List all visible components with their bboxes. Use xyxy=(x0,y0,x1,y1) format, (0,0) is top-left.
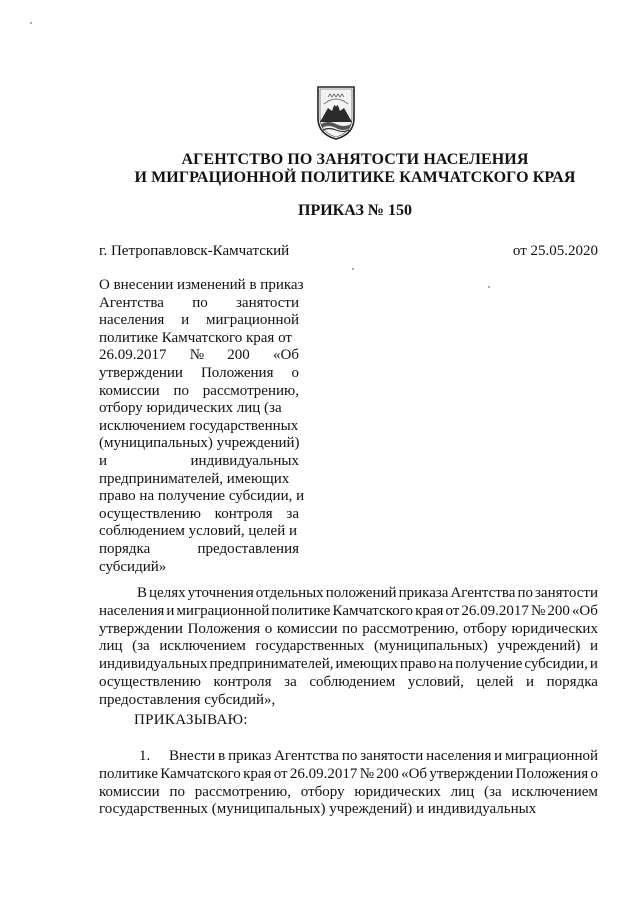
line-text xyxy=(99,656,598,674)
word: порядка xyxy=(546,673,598,690)
order-subject-block xyxy=(99,277,305,576)
word: В xyxy=(137,585,148,601)
word: (за xyxy=(132,638,150,655)
subject-line xyxy=(99,383,299,401)
word: и xyxy=(166,602,175,619)
word: имеющих xyxy=(335,656,398,673)
word: о xyxy=(264,620,273,637)
word: целях xyxy=(149,585,186,601)
word: политике xyxy=(271,602,331,619)
word: положений xyxy=(325,585,397,601)
word: № xyxy=(359,765,374,782)
subject-word: комиссии xyxy=(99,382,160,399)
word: приказа xyxy=(398,585,449,601)
subject-word: о xyxy=(291,364,299,381)
subject-word: право на получение субсидии, и xyxy=(99,488,305,505)
word: миграционной xyxy=(505,748,598,764)
subject-word: и xyxy=(181,312,190,329)
word: отбору xyxy=(463,620,507,637)
paragraph-line xyxy=(99,585,598,603)
subject-word: индивидуальных xyxy=(190,452,299,469)
word: отдельных xyxy=(255,585,324,601)
subject-word: субсидий» xyxy=(99,558,167,575)
subject-line xyxy=(99,365,299,383)
word: право xyxy=(399,656,437,673)
subject-line xyxy=(99,453,299,471)
word: по xyxy=(517,585,533,601)
word: исключением xyxy=(159,638,246,655)
line-text xyxy=(99,766,598,784)
line-text: государственных (муниципальных) учреждений) и индивидуальных xyxy=(99,801,537,818)
subject-word: 26.09.2017 xyxy=(99,347,167,364)
agency-name-line-2: И МИГРАЦИОННОЙ ПОЛИТИКЕ КАМЧАТСКОГО КРАЯ xyxy=(134,169,576,186)
word: рассмотрению, xyxy=(194,783,291,800)
subject-word: занятости xyxy=(236,294,299,311)
subject-line xyxy=(99,400,299,418)
word: комиссии xyxy=(276,620,338,637)
word: на xyxy=(438,656,454,673)
word: политике xyxy=(99,765,158,782)
word: 200 xyxy=(376,765,399,782)
word: «Об xyxy=(571,602,598,619)
word: Внести xyxy=(169,748,216,764)
subject-line xyxy=(99,347,299,365)
subject-word: миграционной xyxy=(206,312,299,329)
line-text xyxy=(99,784,598,802)
word: населения xyxy=(426,748,492,764)
subject-line xyxy=(99,295,299,313)
word: Камчатского xyxy=(160,765,241,782)
decree-word: ПРИКАЗЫВАЮ: xyxy=(134,712,248,728)
subject-word: рассмотрению, xyxy=(202,382,299,399)
word: за xyxy=(284,673,297,690)
subject-word: и xyxy=(99,452,108,469)
word: государственных xyxy=(255,638,365,655)
preamble-paragraph xyxy=(99,585,598,710)
paragraph-line xyxy=(99,784,598,802)
paragraph-line xyxy=(99,748,598,766)
order-title: ПРИКАЗ № 150 xyxy=(298,202,412,219)
word: и xyxy=(589,638,598,655)
word: по xyxy=(342,620,358,637)
word: занятости xyxy=(534,585,598,601)
subject-word: № xyxy=(189,347,205,364)
subject-line xyxy=(99,435,299,453)
subject-line xyxy=(99,471,299,489)
word: уточнения xyxy=(187,585,254,601)
word: и xyxy=(494,748,503,764)
word: лиц xyxy=(99,638,123,655)
word: и xyxy=(525,673,535,690)
line-text xyxy=(137,585,598,603)
word: миграционной xyxy=(176,602,270,619)
subject-line xyxy=(99,418,299,436)
subject-word: предпринимателей, имеющих xyxy=(99,470,290,487)
paragraph-line xyxy=(99,692,598,710)
word: контроля xyxy=(213,673,272,690)
subject-word: политике Камчатского края от xyxy=(99,329,292,346)
subject-word: О внесении изменений в приказ xyxy=(99,277,304,293)
item-1-paragraph xyxy=(99,748,598,819)
line-text xyxy=(99,621,598,639)
line-text xyxy=(99,603,598,621)
word: населения xyxy=(99,602,165,619)
subject-line xyxy=(99,312,299,330)
subject-word: соблюдением условий, целей и xyxy=(99,523,298,540)
word: Агентства xyxy=(274,748,340,764)
order-city: г. Петропавловск-Камчатский xyxy=(99,243,290,259)
word: 26.09.2017 xyxy=(461,602,529,619)
subject-word: за xyxy=(286,505,299,522)
word: в xyxy=(218,748,226,764)
subject-word: контроля xyxy=(214,505,273,522)
word: условий, xyxy=(407,673,464,690)
subject-word: по xyxy=(192,294,208,311)
subject-word: Положения xyxy=(200,364,274,381)
paragraph-line xyxy=(99,656,598,674)
paragraph-line xyxy=(99,603,598,621)
subject-word: исключением государственных xyxy=(99,417,299,434)
word: занятости xyxy=(360,748,424,764)
paragraph-line xyxy=(99,801,598,819)
word: юридических xyxy=(354,783,441,800)
paragraph-line xyxy=(99,638,598,656)
word: Положения xyxy=(187,620,261,637)
subject-line xyxy=(99,488,305,506)
line-text xyxy=(99,638,598,656)
word: Агентства xyxy=(450,585,516,601)
word: приказ xyxy=(228,748,272,764)
word: целей xyxy=(476,673,514,690)
word: края xyxy=(415,602,444,619)
subject-word: населения xyxy=(99,312,165,329)
word: осуществлению xyxy=(99,673,201,690)
word: исключением xyxy=(511,783,598,800)
kamchatka-coat-of-arms-icon xyxy=(314,84,358,140)
word: юридических xyxy=(511,620,598,637)
word: 200 xyxy=(547,602,570,619)
word: лиц xyxy=(450,783,475,800)
word: Положения xyxy=(515,765,589,782)
word: учреждений) xyxy=(497,638,581,655)
word: комиссии xyxy=(99,783,160,800)
subject-line xyxy=(99,523,299,541)
line-text xyxy=(169,748,598,766)
word: субсидии, xyxy=(524,656,588,673)
word: о xyxy=(590,765,598,782)
paragraph-line xyxy=(99,766,598,784)
paragraph-line xyxy=(99,621,598,639)
subject-line xyxy=(99,541,299,559)
word: индивидуальных xyxy=(99,656,208,673)
word: от xyxy=(445,602,460,619)
word: от xyxy=(273,765,288,782)
word: Камчатского xyxy=(332,602,414,619)
word: утверждении xyxy=(99,620,183,637)
line-text: предоставления субсидий», xyxy=(99,691,276,708)
order-date: от 25.05.2020 xyxy=(512,243,598,259)
subject-word: по xyxy=(173,382,189,399)
subject-word: отбору юридических лиц (за xyxy=(99,400,282,417)
subject-line xyxy=(99,506,299,524)
subject-word: осуществлению xyxy=(99,505,201,522)
subject-line xyxy=(99,277,304,295)
word: по xyxy=(169,783,185,800)
word: края xyxy=(243,765,272,782)
scan-speck xyxy=(488,286,490,288)
word: 26.09.2017 xyxy=(289,765,358,782)
line-text xyxy=(99,674,598,692)
word: предпринимателей, xyxy=(209,656,334,673)
word: рассмотрению, xyxy=(362,620,459,637)
subject-line xyxy=(99,330,299,348)
word: (муниципальных) xyxy=(373,638,488,655)
word: № xyxy=(530,602,546,619)
subject-line xyxy=(99,559,299,577)
subject-word: 200 xyxy=(227,347,250,364)
subject-word: предоставления xyxy=(197,540,299,557)
word: по xyxy=(341,748,358,764)
word: «Об xyxy=(401,765,428,782)
subject-word: утверждении xyxy=(99,364,183,381)
scan-speck xyxy=(30,22,32,24)
scan-speck xyxy=(352,268,354,270)
subject-word: (муниципальных) учреждений) xyxy=(99,435,300,452)
subject-word: порядка xyxy=(99,540,151,557)
subject-word: Агентства xyxy=(99,294,164,311)
paragraph-line xyxy=(99,674,598,692)
agency-name-line-1: АГЕНТСТВО ПО ЗАНЯТОСТИ НАСЕЛЕНИЯ xyxy=(181,151,529,168)
word: соблюдением xyxy=(309,673,396,690)
word: (за xyxy=(484,783,502,800)
word: и xyxy=(589,656,598,673)
word: получение xyxy=(455,656,523,673)
item-number: 1. xyxy=(139,748,151,764)
word: утверждении xyxy=(429,765,514,782)
subject-word: «Об xyxy=(273,347,299,364)
word: отбору xyxy=(300,783,345,800)
